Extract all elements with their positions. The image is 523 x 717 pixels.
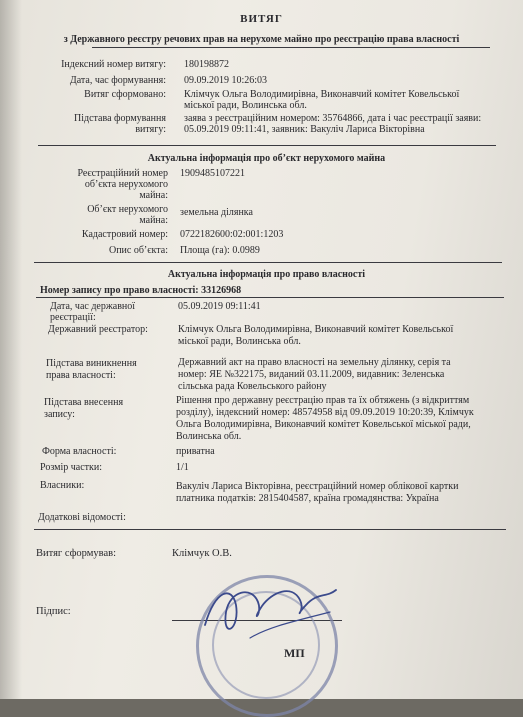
object-value-type: земельна ділянка bbox=[180, 207, 253, 218]
object-label-reg-2: об’єкта нерухомого bbox=[84, 179, 168, 190]
object-label-reg-1: Реєстраційний номер bbox=[77, 168, 168, 179]
meta-value-index: 180198872 bbox=[184, 59, 229, 70]
meta-value-basis-1: заява з реєстраційним номером: 35764866, дата і час реєстрації заяви: bbox=[184, 113, 482, 124]
meta-label-index: Індексний номер витягу: bbox=[61, 59, 166, 70]
object-label-cadastral: Кадастровий номер: bbox=[81, 229, 168, 240]
meta-value-date: 09.09.2019 10:26:03 bbox=[184, 75, 268, 86]
record-number: Номер запису про право власності: 33126968 bbox=[40, 285, 242, 296]
right-label-owners: Власники: bbox=[40, 480, 85, 491]
right-label-registrar: Державний реєстратор: bbox=[48, 324, 148, 335]
signature-label: Підпис: bbox=[36, 606, 71, 617]
right-value-ownership: приватна bbox=[176, 446, 215, 457]
right-value-owners-2: платника податків: 2815404587, країна громадянства: Україна bbox=[176, 493, 439, 504]
right-label-origin-1: Підстава виникнення bbox=[46, 358, 137, 369]
object-label-type-1: Об’єкт нерухомого bbox=[87, 204, 168, 215]
right-value-entry-3: Ольга Володимирівна, Виконавчий комітет Ковельської міської ради, bbox=[176, 419, 471, 430]
right-label-date-1: Дата, час державної bbox=[50, 301, 136, 312]
object-label-type-2: майна: bbox=[139, 215, 168, 226]
formed-by-value: Клімчук О.В. bbox=[172, 548, 232, 559]
right-label-additional: Додаткові відомості: bbox=[38, 512, 126, 523]
right-value-origin-3: сільська рада Ковельського району bbox=[178, 381, 327, 392]
object-label-desc: Опис об’єкта: bbox=[108, 245, 168, 256]
meta-label-basis-1: Підстава формування bbox=[74, 113, 166, 124]
meta-label-formed: Витяг сформовано: bbox=[84, 89, 166, 100]
right-value-entry-4: Волинська обл. bbox=[176, 431, 242, 442]
stamp-mark: МП bbox=[284, 646, 305, 660]
object-value-reg: 1909485107221 bbox=[180, 168, 245, 179]
right-value-registrar-1: Клімчук Ольга Володимирівна, Виконавчий комітет Ковельської bbox=[178, 324, 454, 335]
right-label-share: Розмір частки: bbox=[40, 462, 102, 473]
meta-value-formed-2: міської ради, Волинська обл. bbox=[184, 100, 307, 111]
right-value-share: 1/1 bbox=[176, 462, 189, 473]
document-subtitle: з Державного реєстру речових прав на нерухоме майно про реєстрацію права власності bbox=[63, 34, 460, 45]
right-value-owners-1: Вакуліч Лариса Вікторівна, реєстраційний номер облікової картки bbox=[176, 481, 459, 492]
right-section-heading: Актуальна інформація про право власності bbox=[167, 269, 366, 280]
right-value-origin-2: номер: ЯЕ №322175, виданий 03.11.2009, видавник: Зеленська bbox=[178, 369, 445, 380]
object-label-reg-3: майна: bbox=[139, 190, 168, 201]
document-title: ВИТЯГ bbox=[240, 13, 283, 25]
right-value-entry-1: Рішення про державну реєстрацію прав та їх обтяжень (з відкриттям bbox=[176, 395, 470, 406]
right-label-origin-2: права власності: bbox=[46, 370, 116, 381]
right-value-origin-1: Державний акт на право власності на земельну ділянку, серія та bbox=[178, 357, 451, 368]
formed-by-label: Витяг сформував: bbox=[36, 548, 117, 559]
meta-label-date: Дата, час формування: bbox=[69, 75, 166, 86]
meta-value-basis-2: 05.09.2019 09:11:41, заявник: Вакуліч Лариса Вікторівна bbox=[184, 124, 425, 135]
object-section-heading: Актуальна інформація про об’єкт нерухомого майна bbox=[147, 153, 386, 164]
object-value-cadastral: 0722182600:02:001:1203 bbox=[180, 229, 284, 240]
right-label-entry-1: Підстава внесення bbox=[44, 397, 124, 408]
right-value-registrar-2: міської ради, Волинська обл. bbox=[178, 336, 301, 347]
right-value-entry-2: розділу), індексний номер: 48574958 від 09.09.2019 10:20:39, Клімчук bbox=[176, 407, 474, 418]
right-label-entry-2: запису: bbox=[44, 409, 75, 420]
right-label-date-2: реєстрації: bbox=[50, 312, 96, 323]
meta-value-formed-1: Клімчук Ольга Володимирівна, Виконавчий комітет Ковельської bbox=[184, 89, 460, 100]
right-value-date: 05.09.2019 09:11:41 bbox=[178, 301, 261, 312]
meta-label-basis-2: витягу: bbox=[135, 124, 166, 135]
object-value-desc: Площа (га): 0.0989 bbox=[180, 245, 260, 256]
right-label-ownership: Форма власності: bbox=[42, 446, 117, 457]
